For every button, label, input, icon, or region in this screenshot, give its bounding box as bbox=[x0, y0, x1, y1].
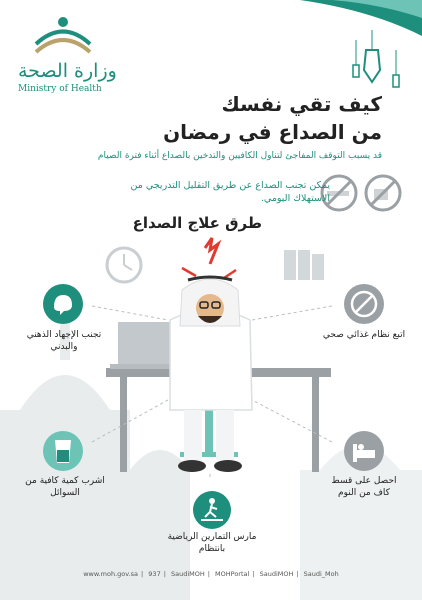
section-title: طرق علاج الصداع bbox=[132, 214, 262, 232]
treatment-exercise: مارس التمارين الرياضية بانتظام bbox=[167, 532, 257, 554]
no-junk-food-icon bbox=[343, 283, 385, 325]
footer-phone: 937 bbox=[148, 570, 161, 578]
treatment-healthy-diet: اتبع نظام غذائي صحي bbox=[322, 330, 406, 340]
title-line-2: من الصداع في رمضان bbox=[163, 120, 382, 144]
logo-arabic: وزارة الصحة bbox=[18, 60, 117, 82]
tip-text: يمكن تجنب الصداع عن طريق التقليل التدريجي من الاستهلاك اليومي. bbox=[130, 180, 330, 204]
brain-icon bbox=[42, 283, 84, 325]
footer-twitter[interactable]: SaudiMOH bbox=[170, 570, 205, 578]
no-coffee-icon bbox=[362, 172, 404, 214]
treatment-avoid-stress: تجنب الإجهاد الذهني والبدني bbox=[26, 330, 102, 352]
logo-english: Ministry of Health bbox=[18, 84, 102, 94]
footer-portal[interactable]: MOHPortal bbox=[215, 570, 250, 578]
footer-website[interactable]: www.moh.gov.sa bbox=[83, 570, 139, 578]
footer-instagram[interactable]: Saudi_Moh bbox=[303, 570, 339, 578]
bed-icon bbox=[343, 430, 385, 472]
treadmill-icon bbox=[192, 490, 232, 530]
moh-logo-icon bbox=[28, 14, 98, 58]
treatment-sleep: احصل على قسط كاف من النوم bbox=[331, 476, 397, 498]
binders-icon bbox=[284, 250, 324, 280]
footer-youtube[interactable]: SaudiMOH bbox=[259, 570, 294, 578]
footer: www.moh.gov.sa | 937 | SaudiMOH | MOHPortal | SaudiMOH | Saudi_Moh bbox=[83, 570, 339, 578]
water-glass-icon bbox=[42, 430, 84, 472]
title-line-1: كيف تقي نفسك bbox=[221, 92, 382, 116]
lantern-icon bbox=[352, 30, 412, 100]
treatment-drink-fluids: اشرب كمية كافية من السوائل bbox=[25, 476, 105, 498]
subtitle: قد يسبب التوقف المفاجئ لتناول الكافيين والتدخين بالصداع أثناء فترة الصيام bbox=[97, 151, 382, 161]
clock-icon bbox=[107, 248, 141, 282]
